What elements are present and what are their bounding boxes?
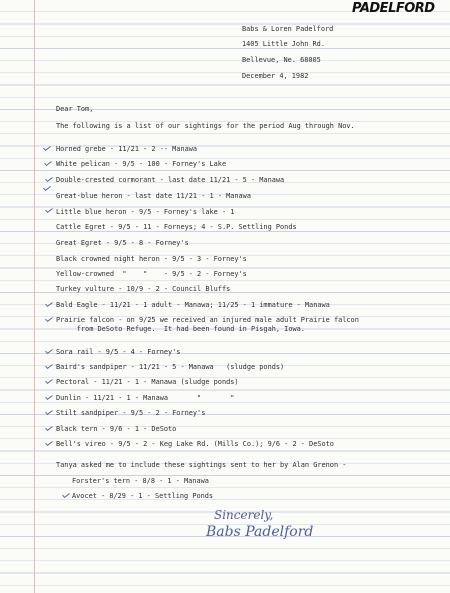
sighting-line: Baird's sandpiper - 11/21 - 5 - Manawa (sludge ponds) (56, 363, 285, 371)
sender-name: Babs & Loren Padelford (242, 25, 334, 33)
sender-street: 1405 Little John Rd. (242, 40, 325, 48)
letter-date: December 4, 1982 (242, 72, 309, 80)
check-mark-icon (45, 395, 53, 400)
check-mark-icon (45, 177, 53, 182)
intro-line: The following is a list of our sightings for the period Aug through Nov. (56, 122, 355, 130)
sighting-line: Cattle Egret - 9/5 - 11 - Forneys; 4 - S.P. Settling Ponds (56, 223, 297, 231)
sighting-line: Pectoral - 11/21 - 1 - Manawa (sludge ponds) (56, 378, 239, 386)
sighting-line: Great Egret - 9/5 - 8 - Forney's (56, 239, 189, 247)
sighting-line: Stilt sandpiper - 9/5 - 2 - Forney's (56, 409, 206, 417)
sighting-line: Turkey vulture - 10/9 - 2 - Council Bluffs (56, 285, 231, 293)
sighting-line: Prairie falcon - on 9/25 we received an injured male adult Prairie falcon (56, 316, 359, 324)
check-mark-icon (45, 208, 53, 213)
surname-stamp: PADELFORD (352, 1, 435, 16)
sighting-line: Black crowned night heron - 9/5 - 3 - Forney's (56, 255, 247, 263)
sighting-line: Sora rail - 9/5 - 4 - Forney's (56, 348, 181, 356)
tanya-sighting-line: Avocet - 8/29 - 1 - Settling Ponds (72, 492, 214, 500)
sighting-line: Horned grebe - 11/21 - 2 -- Manawa (56, 145, 198, 153)
check-mark-icon (62, 493, 70, 498)
check-mark-icon (45, 364, 53, 369)
tanya-sighting-line: Forster's tern - 8/8 - 1 - Manawa (72, 477, 209, 485)
sighting-line: Bell's vireo - 9/5 - 2 - Keg Lake Rd. (Mills Co.); 9/6 - 2 - DeSoto (56, 440, 334, 448)
sighting-line: Dunlin - 11/21 - 1 - Manawa " " (56, 394, 235, 402)
check-mark-icon (45, 302, 53, 307)
check-mark-icon (45, 349, 53, 354)
sender-city: Bellevue, Ne. 68005 (242, 56, 321, 64)
tanya-intro-line: Tanya asked me to include these sightings sent to her by Alan Grenon - (56, 461, 347, 469)
check-mark-icon (43, 146, 51, 151)
greeting: Dear Tom, (56, 105, 94, 113)
sighting-line-continued: from DeSoto Refuge. It had been found in Pisgah, Iowa. (56, 325, 305, 333)
sighting-line: Double-crested cormorant - last date 11/21 - 5 - Manawa (56, 176, 285, 184)
signature-closing: Sincerely, (214, 508, 274, 522)
check-mark-icon (44, 161, 52, 166)
sighting-line: Great-blue heron - last date 11/21 - 1 - Manawa (56, 192, 251, 200)
check-mark-icon (45, 410, 53, 415)
signature: Babs Padelford (206, 524, 314, 540)
sighting-line: Little blue heron - 9/5 - Forney's lake - 1 (56, 208, 235, 216)
sighting-line: Yellow-crowned " " - 9/5 - 2 - Forney's (56, 270, 247, 278)
sighting-line: Bald Eagle - 11/21 - 1 adult - Manawa; 11/25 - 1 immature - Manawa (56, 301, 330, 309)
sighting-line: White pelican - 9/5 - 100 - Forney's Lake (56, 160, 227, 168)
margin-rule (34, 0, 35, 593)
sighting-line: Black tern - 9/6 - 1 - DeSoto (56, 425, 177, 433)
check-mark-icon (45, 317, 53, 322)
check-mark-icon (45, 379, 53, 384)
check-mark-icon (45, 441, 53, 446)
check-mark-icon (43, 186, 51, 191)
check-mark-icon (45, 426, 53, 431)
